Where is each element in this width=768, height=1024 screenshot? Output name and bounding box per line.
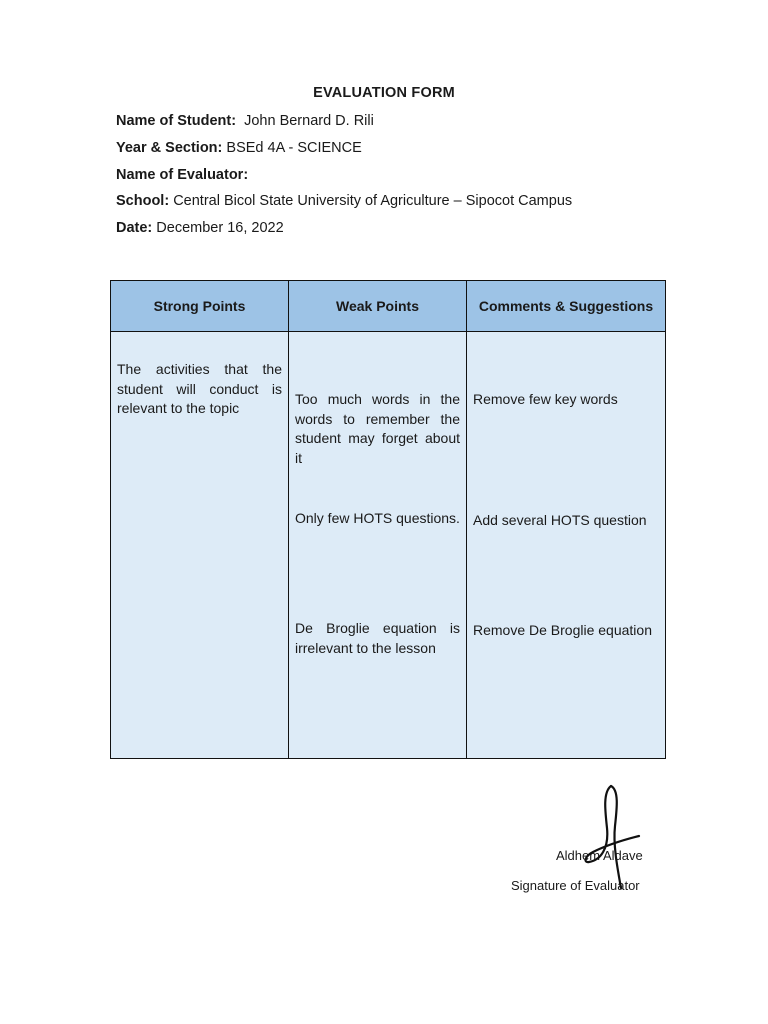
header-strong-points: Strong Points [111,281,289,332]
evaluator-name-label: Name of Evaluator: [116,167,249,183]
weak-point-item: Only few HOTS questions. [295,510,460,526]
date-line [116,219,284,237]
handwritten-signature-icon [575,780,655,890]
comment-item: Remove few key words [473,391,618,407]
strong-points-cell [111,332,289,759]
year-section-value: BSEd 4A - SCIENCE [226,140,362,156]
header-comments-suggestions: Comments & Suggestions [467,281,666,332]
header-weak-points: Weak Points [289,281,467,332]
weak-point-item: De Broglie equation is irrelevant to the lesson [295,620,460,656]
date-label: Date: [116,220,153,236]
student-name-value: John Bernard D. Rili [244,113,374,129]
year-section-line [116,139,362,157]
school-value: Central Bicol State University of Agriculture – Sipocot Campus [173,193,573,209]
school-line [116,192,572,210]
table-header-row [111,281,666,332]
evaluator-name-line [116,166,248,184]
comments-cell [467,332,666,759]
evaluation-table [110,280,666,759]
signature-label: Signature of Evaluator [511,878,640,893]
student-name-label: Name of Student: [116,113,237,129]
weak-point-item: Too much words in the words to remember the student may forget about it [295,391,460,466]
evaluator-signature-name: Aldhem Aldave [556,848,643,863]
year-section-label: Year & Section: [116,140,223,156]
comment-item: Add several HOTS question [473,512,647,528]
weak-points-cell [289,332,467,759]
student-name-line [116,112,374,130]
strong-point-item: The activities that the student will conduct is relevant to the topic [117,361,282,416]
date-value: December 16, 2022 [156,220,284,236]
comment-item: Remove De Broglie equation [473,622,652,638]
form-title: EVALUATION FORM [313,85,455,101]
school-label: School: [116,193,170,209]
table-row [111,332,666,759]
